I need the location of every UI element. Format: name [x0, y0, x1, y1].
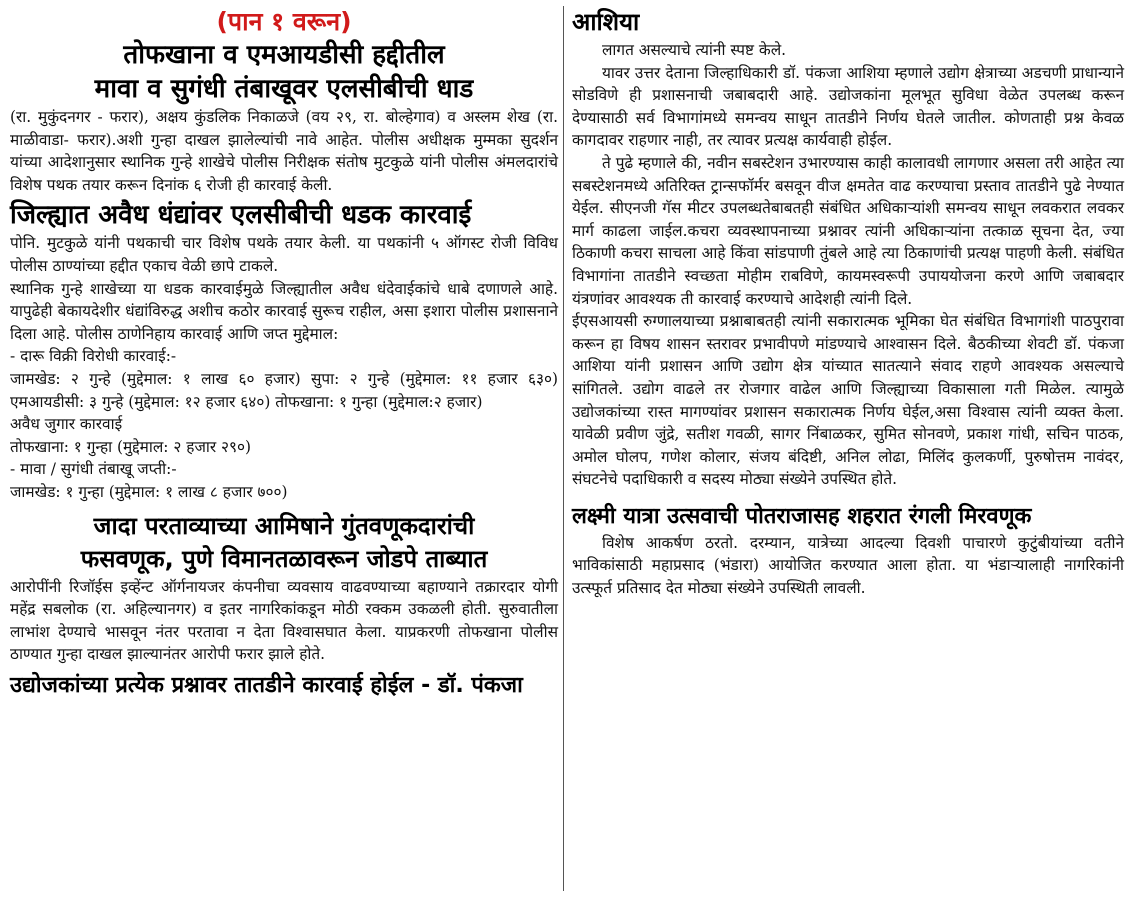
- list-body: जामखेड: २ गुन्हे (मुद्देमाल: १ लाख ६० हजार) सुपा: २ गुन्हे (मुद्देमाल: ११ हजार ६३०) एमआयडीसी: ३ गुन्हे (मुद्देमाल: १२ हजार ६४०) तोफखाना: १ गुन्हा (मुद्देमाल:२ हजार): [10, 369, 558, 411]
- list-title: अवैध जुगार कारवाई: [10, 415, 123, 434]
- column-divider: [563, 6, 564, 891]
- left-column: [10, 0, 558, 701]
- article-paragraph: पोनि. मुटकुळे यांनी पथकाची चार विशेष पथके तयार केली. या पथकांनी ५ ऑगस्ट रोजी विविध पोलीस ठाण्यांच्या हद्दीत एकाच वेळी छापे टाकले.: [10, 234, 558, 275]
- article-paragraph: लागत असल्याचे त्यांनी स्पष्ट केले.: [602, 41, 787, 59]
- headline-line: फसवणूक, पुणे विमानतळावरून जोडपे ताब्यात: [80, 544, 488, 573]
- headline-line: जादा परताव्याच्या आमिषाने गुंतवणूकदारांची: [93, 511, 475, 540]
- article-entrepreneurs-continued: [572, 6, 1124, 491]
- continued-from-label: (पान १ वरून): [216, 7, 352, 36]
- article-paragraph: यावर उत्तर देताना जिल्हाधिकारी डॉ. पंकजा आशिया म्हणाले उद्योग क्षेत्राच्या अडचणी प्राधान्याने सोडविणे ही प्रशासनाची जबाबदारी आहे. उद्योजकांना मूलभूत सुविधा वेळेत उपलब्ध करून देण्यासाठी सर्व विभागांमध्ये समन्वय साधून तातडीने निर्णय घेतले जातील. कोणताही प्रश्न केवळ कागदावर राहणार नाही, तर त्यावर प्रत्यक्ष कार्यवाही होईल.: [572, 63, 1124, 150]
- headline-line: तोफखाना व एमआयडीसी हद्दीतील: [123, 40, 445, 70]
- article-paragraph: ते पुढे म्हणाले की, नवीन सबस्टेशन उभारण्यास काही कालावधी लागणार असला तरी आहेत त्या सबस्टेशनमध्ये अतिरिक्त ट्रान्सफॉर्मर बसवून वीज क्षमतेत वाढ करण्याचा प्रस्ताव तातडीने पुढे नेण्यात येईल. सीएनजी गॅस मीटर उपलब्धतेबाबतही संबंधित अधिकाऱ्यांशी समन्वय साधून लवकरात लवकर मार्ग काढला जाईल.कचरा व्यवस्थापनाच्या प्रश्नावर त्यांनी अधिकाऱ्यांना तत्काळ सूचना देत, ज्या ठिकाणी कचरा साचला आहे किंवा सांडपाणी तुंबले आहे त्या ठिकाणांची प्रत्यक्ष पाहणी केली. संबंधित विभागांना तातडीने स्वच्छता मोहीम राबविणे, कायमस्वरूपी उपाययोजना करणे आणि जबाबदार यंत्रणांवर आवश्यक ती कारवाई करण्याचे आदेशही त्यांनी दिले.: [572, 153, 1124, 308]
- article-laxmi-yatra: [572, 501, 1124, 600]
- article-body: (रा. मुकुंदनगर - फरार), अक्षय कुंडलिक निकाळजे (वय २९, रा. बोल्हेगाव) व अस्लम शेख (रा. माळीवाडा- फरार).अशी गुन्हा दाखल झालेल्यांची नावे आहेत. पोलीस अधीक्षक मुम्मका सुदर्शन यांच्या आदेशानुसार स्थानिक गुन्हे शाखेचे पोलीस निरीक्षक संतोष मुटकुळे यांनी पोलीस अंमलदारांचे विशेष पथक तयार करून दिनांक ६ रोजी ही कारवाई केली.: [10, 108, 558, 194]
- article-entrepreneurs: [10, 670, 558, 701]
- continuation-keyword: आशिया: [572, 8, 640, 36]
- headline: उद्योजकांच्या प्रत्येक प्रश्नावर तातडीने कारवाई होईल - डॉ. पंकजा: [10, 672, 523, 698]
- list-body: तोफखाना: १ गुन्हा (मुद्देमाल: २ हजार २९०): [10, 437, 252, 456]
- article-investor-fraud: [10, 510, 558, 666]
- article-body: आरोपींनी रिजॉईस इव्हेंन्ट ऑर्गनायजर कंपनीचा व्यवसाय वाढवण्याच्या बहाण्याने तक्रारदार योगी महेंद्र सबलोक (रा. अहिल्यानगर) व इतर नागरिकांकडून मोठी रक्कम उकळली होती. सुरुवातीला लाभांश देण्याचे भासवून नंतर परतावा न देता विश्वासघात केला. याप्रकरणी तोफखाना पोलीस ठाण्यात गुन्हा दाखल झाल्यानंतर आरोपी फरार झाले होते.: [10, 577, 558, 664]
- headline-line: मावा व सुगंधी तंबाखूवर एलसीबीची धाड: [94, 74, 474, 104]
- article-tofkhana-raid: [10, 38, 558, 196]
- right-column: [572, 0, 1124, 600]
- headline: लक्ष्मी यात्रा उत्सवाची पोतराजासह शहरात रंगली मिरवणूक: [572, 503, 1032, 529]
- list-title: - मावा / सुगंधी तंबाखू जप्ती:-: [10, 460, 177, 479]
- article-paragraph: स्थानिक गुन्हे शाखेच्या या धडक कारवाईमुळे जिल्ह्यातील अवैध धंदेवाईकांचे धाबे दणाणले आहे. यापुढेही बेकायदेशीर धंद्यांविरुद्ध अशीच कठोर कारवाई सुरूच राहील, असा इशारा पोलीस प्रशासनाने दिला आहे. पोलीस ठाणेनिहाय कारवाई आणि जप्त मुद्देमाल:: [10, 279, 558, 343]
- article-body: विशेष आकर्षण ठरतो. दरम्यान, यात्रेच्या आदल्या दिवशी पाचारणे कुटुंबीयांच्या वतीने भाविकांसाठी महाप्रसाद (भंडारा) आयोजित करण्यात आला होता. या भंडाऱ्यालाही नागरिकांनी उत्स्फूर्त प्रतिसाद देत मोठ्या संख्येने उपस्थिती लावली.: [572, 533, 1124, 598]
- article-lcb-action: [10, 198, 558, 503]
- article-paragraph: ईएसआयसी रुग्णालयाच्या प्रश्नाबाबतही त्यांनी सकारात्मक भूमिका घेत संबंधित विभागांशी पाठपुरावा करून हा विषय शासन स्तरावर प्रभावीपणे मांडण्याचे आश्वासन दिले. बैठकीच्या शेवटी डॉ. पंकजा आशिया यांनी प्रशासन आणि उद्योग क्षेत्र यांच्यात सातत्याने संवाद राहणे आवश्यक असल्याचे सांगितले. उद्योग वाढले तर रोजगार वाढेल आणि जिल्ह्याच्या विकासाला गती मिळेल. त्यामुळे उद्योजकांच्या रास्त मागण्यांवर प्रशासन सकारात्मक निर्णय घेईल,असा विश्वास त्यांनी व्यक्त केला. यावेळी प्रवीण जुंद्रे, सतीश गवळी, सागर निंबाळकर, सुमित सोनवणे, प्रकाश गांधी, सचिन पाठक, अमोल घोलप, गणेश कोलार, संजय बंदिष्टी, अनिल लोढा, मिलिंद कुलकर्णी, पुरुषोत्तम नावंदर, संघटनेचे पदाधिकारी व सदस्य मोठ्या संख्येने उपस्थित होते.: [572, 312, 1124, 489]
- headline: जिल्ह्यात अवैध धंद्यांवर एलसीबीची धडक कारवाई: [10, 200, 472, 231]
- list-title: - दारू विक्री विरोधी कारवाई:-: [10, 347, 177, 366]
- list-body: जामखेड: १ गुन्हा (मुद्देमाल: १ लाख ८ हजार ७००): [10, 482, 288, 501]
